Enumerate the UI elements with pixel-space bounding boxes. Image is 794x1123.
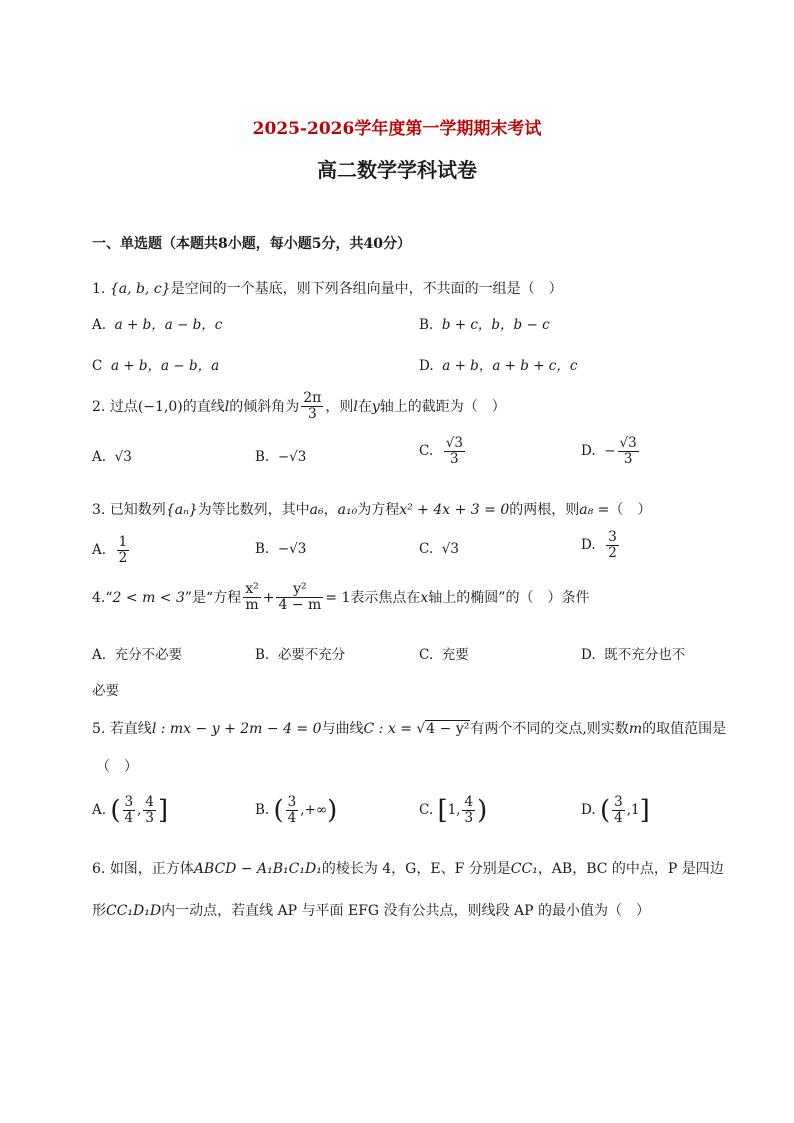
q5-option-c[interactable]: C. [1, $\frac{4}{3}$ ) xyxy=(419,794,488,826)
question-5-stem: 5. 若直线l : mx − y + 2m − 4 = 0与曲线C : x = √4 − y²有两个不同的交点,则实数m的取值范围是 xyxy=(92,721,727,737)
question-1-stem xyxy=(92,278,563,298)
q4-option-d[interactable]: D. 既不充分也不 xyxy=(581,647,686,663)
q5-option-b[interactable]: B. ( $\frac{3}{4}$ ,+∞) xyxy=(255,794,338,826)
q5-option-d[interactable]: D. ( $\frac{3}{4}$ ,1] xyxy=(581,794,650,826)
q1-option-c[interactable]: C a + b，a − b，a xyxy=(92,358,220,374)
q1-option-a[interactable]: A. a + b，a − b，c xyxy=(92,317,223,333)
question-6-line-2: 形CC₁D₁D内一动点，若直线 AP 与平面 EFG 没有公共点，则线段 AP 的最小值为（ ） xyxy=(92,903,650,919)
q3-option-a[interactable]: A. $\frac{1}{2}$ xyxy=(92,534,128,566)
exam-title: 2025-2026学年度第一学期期末考试 xyxy=(252,119,542,139)
q2-option-a[interactable]: A. √3 xyxy=(92,449,132,465)
question-2-stem: 2. 过点(−1,0)的直线l的倾斜角为 $\frac{2\pi}{3}$ ，则l在y轴上的截距为（ ） xyxy=(92,390,506,423)
q5-option-a[interactable]: A. ( $\frac{3}{4}$ , $\frac{4}{3}$ ] xyxy=(92,794,169,826)
q4-option-a[interactable]: A. 充分不必要 xyxy=(92,647,183,663)
q2-option-d[interactable]: D. − $\frac{√3}{3}$ xyxy=(581,435,637,467)
question-5-paren: （ ） xyxy=(96,759,138,775)
q4-option-c[interactable]: C. 充要 xyxy=(419,647,469,663)
q4-option-b[interactable]: B. 必要不充分 xyxy=(255,647,346,663)
q2-option-b[interactable]: B. −√3 xyxy=(255,449,307,465)
question-6-line-1: 6. 如图，正方体ABCD − A₁B₁C₁D₁的棱长为 4，G，E、F 分别是CC₁，AB，BC 的中点，P 是四边 xyxy=(92,861,724,877)
question-4-stem: 4.“2 < m < 3”是“方程 $\frac{\text{x²}}{m}$ + $\frac{\text{y²}}{4 - m}$ = 1表示焦点在x轴上的椭圆”的（ ）条件 xyxy=(92,581,590,614)
point: (−1,0) xyxy=(137,398,183,415)
q3-option-b[interactable]: B. −√3 xyxy=(255,541,307,557)
q4-option-d-wrap: 必要 xyxy=(92,683,119,699)
section-heading: 一、单选题（本题共8小题，每小题5分，共40分） xyxy=(92,236,411,252)
question-1-text: 是空间的一个基底，则下列各组向量中，不共面的一组是（ ） xyxy=(170,281,563,297)
q3-option-c[interactable]: C. √3 xyxy=(419,541,459,557)
basis-set: {a, b, c} xyxy=(109,281,171,297)
q1-option-d[interactable]: D. a + b，a + b + c，c xyxy=(419,358,578,374)
question-3-stem: 3. 已知数列{aₙ}为等比数列，其中a₆，a₁₀为方程x² + 4x + 3 = 0的两根，则a₈ =（ ） xyxy=(92,502,652,518)
exam-subtitle: 高二数学学科试卷 xyxy=(317,158,477,182)
q3-option-d[interactable]: D. $\frac{3}{2}$ xyxy=(581,529,617,561)
q2-option-c[interactable]: C. $\frac{√3}{3}$ xyxy=(419,435,463,467)
q1-option-b[interactable]: B. b + c，b，b − c xyxy=(419,317,550,333)
question-number: 1. xyxy=(92,281,106,297)
angle-fraction: $\frac{2\pi}{3}$ xyxy=(303,390,322,423)
